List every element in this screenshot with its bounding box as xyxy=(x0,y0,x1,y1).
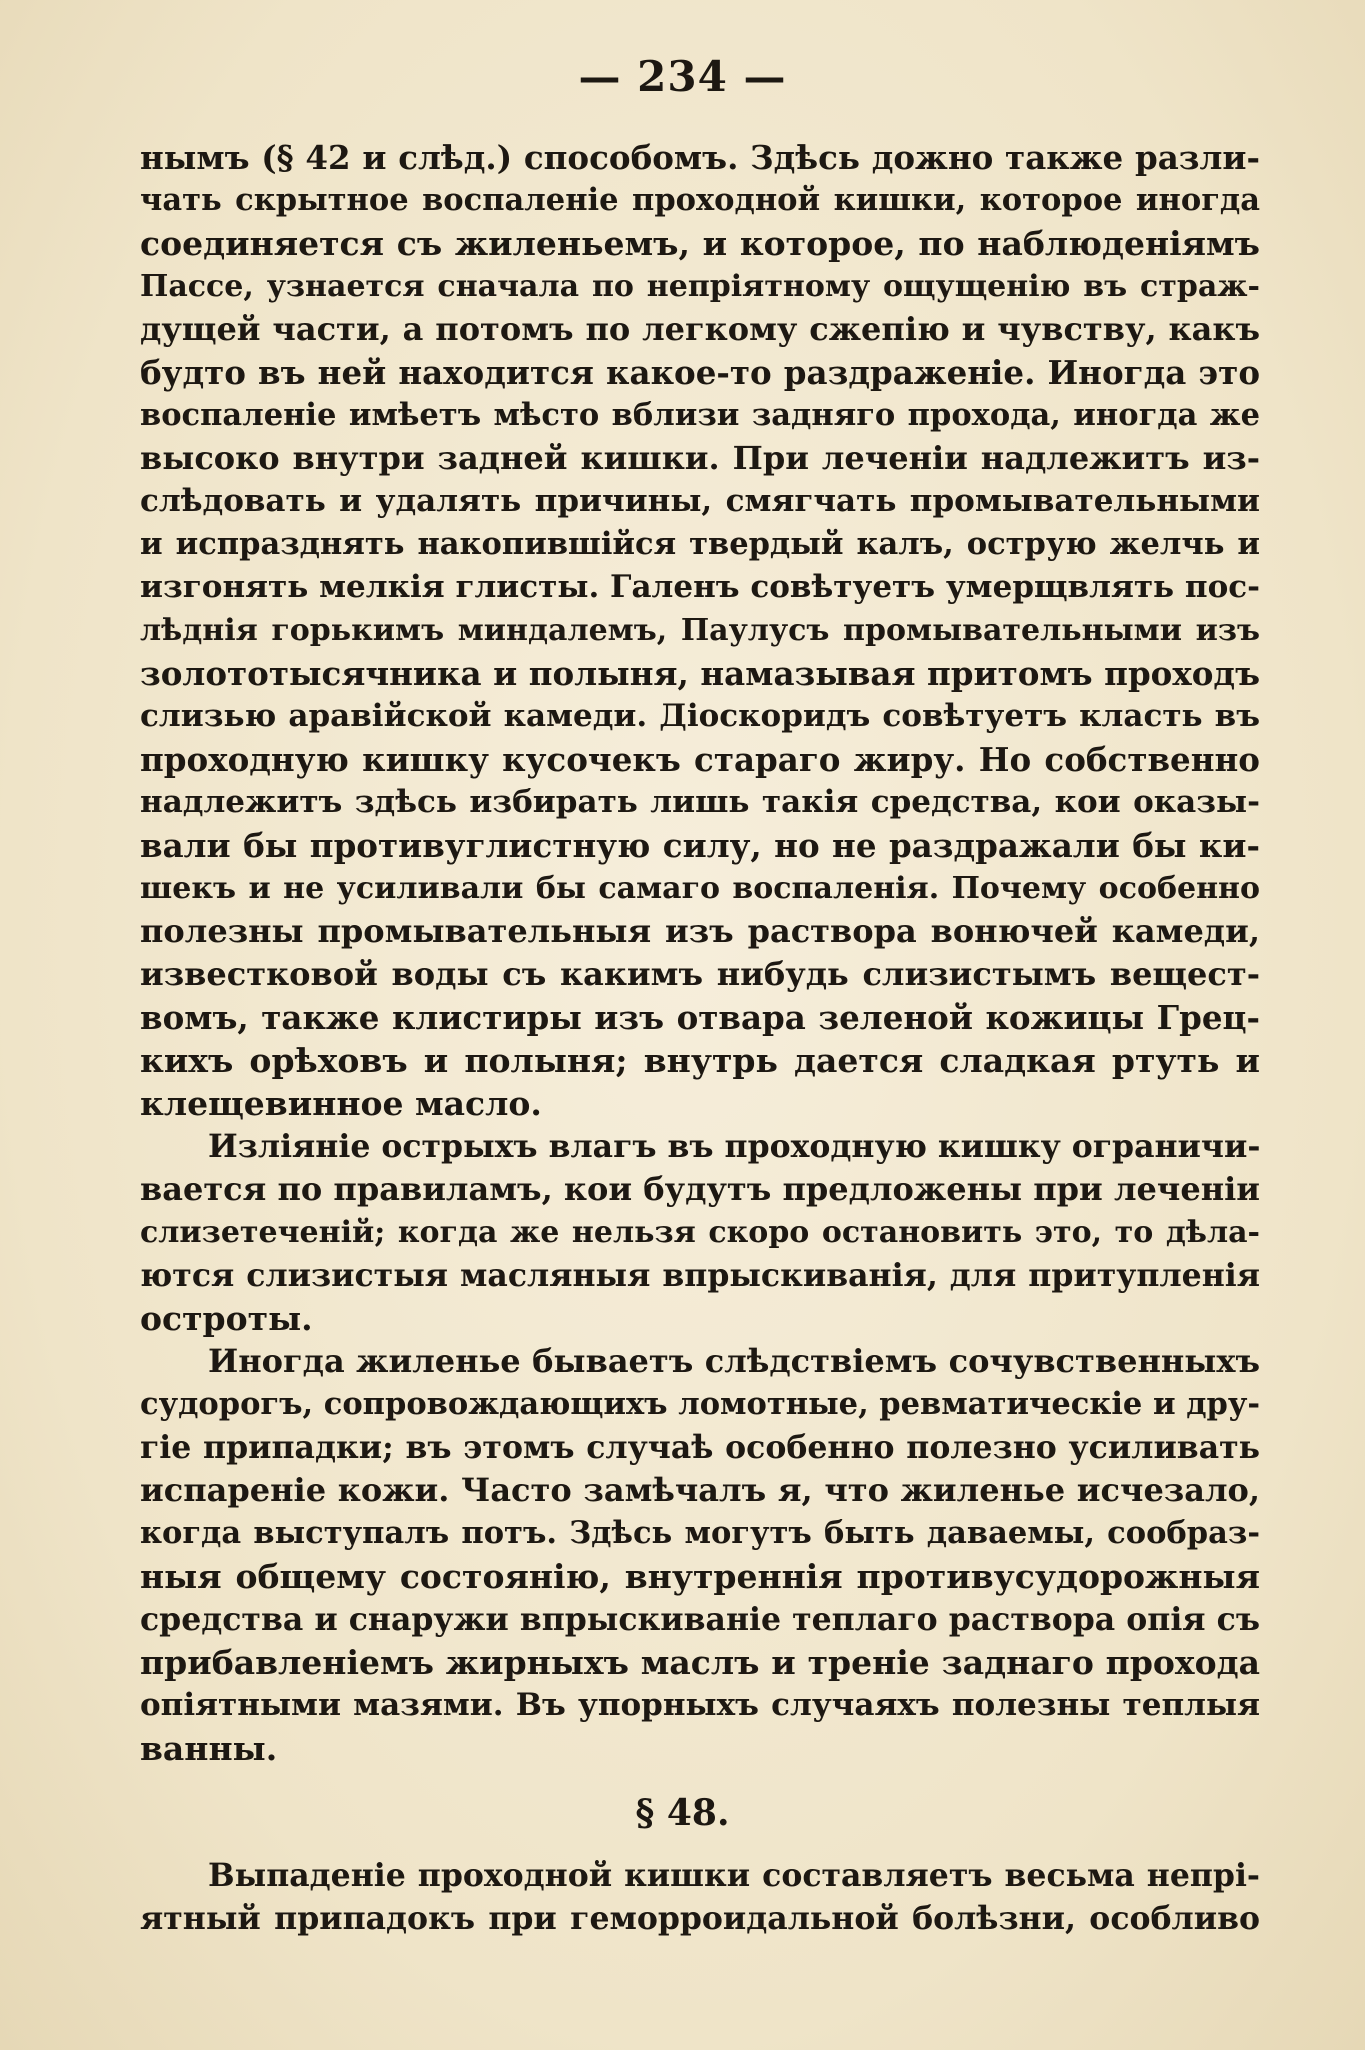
text-line: золототысячника и полыня, намазывая притомъ проходъ xyxy=(140,654,1260,693)
text-line: слизетеченій; когда же нельзя скоро остановить это, то дѣла- xyxy=(140,1215,1260,1250)
text-line: дущей части, а потомъ по легкому сжепію и чувству, какъ xyxy=(140,310,1260,348)
text-line: вали бы противуглистную силу, но не раздражали бы ки- xyxy=(140,826,1260,865)
text-line: шекъ и не усиливали бы самаго воспаленія. Почему особенно xyxy=(140,871,1260,906)
text-line: будто въ ней находится какое-то раздраженіе. Иногда это xyxy=(140,353,1260,392)
text-line: испареніе кожи. Часто замѣчалъ я, что жиленье исчезало, xyxy=(140,1471,1260,1509)
text-line: прибавленіемъ жирныхъ маслъ и треніе заднаго прохода xyxy=(140,1643,1260,1682)
text-line: слизью аравійской камеди. Діоскоридъ совѣтуетъ класть въ xyxy=(140,698,1260,734)
text-line: Пассе, узнается сначала по непріятному ощущенію въ страж- xyxy=(140,269,1260,304)
text-line: изгонять мелкія глисты. Галенъ совѣтуетъ умерщвлять пос- xyxy=(140,569,1260,605)
text-line: слѣдовать и удалять причины, смягчать промывательными xyxy=(140,483,1260,519)
text-line: и испразднять накопившійся твердый калъ, острую желчь и xyxy=(140,526,1260,562)
text-line: остроты. xyxy=(140,1299,313,1338)
text-line: известковой воды съ какимъ нибудь слизистымъ вещест- xyxy=(140,955,1260,993)
page-number: — 234 — xyxy=(578,52,787,101)
text-line: ятный припадокъ при геморроидальной болѣзни, особливо xyxy=(140,1900,1260,1937)
text-line: высоко внутри задней кишки. При леченіи надлежитъ из- xyxy=(140,439,1260,477)
text-line: ванны. xyxy=(140,1729,278,1768)
paragraph-1 xyxy=(140,136,1260,1125)
text-line: судорогъ, сопровождающихъ ломотные, ревматическіе и дру- xyxy=(140,1386,1260,1422)
text-line: чать скрытное воспаленіе проходной кишки, которое иногда xyxy=(140,182,1260,218)
text-line: нымъ (§ 42 и слѣд.) способомъ. Здѣсь дожно также разли- xyxy=(140,138,1260,177)
text-line: гіе припадки; въ этомъ случаѣ особенно полезно усиливать xyxy=(140,1429,1260,1466)
text-line: Иногда жиленье бываетъ слѣдствіемъ сочувственныхъ xyxy=(208,1342,1260,1380)
section-heading: § 48. xyxy=(635,1792,730,1834)
text-line: опіятными мазями. Въ упорныхъ случаяхъ полезны теплыя xyxy=(140,1687,1260,1723)
text-line: воспаленіе имѣетъ мѣсто вблизи задняго прохода, иногда же xyxy=(140,397,1260,433)
text-line: вается по правиламъ, кои будутъ предложены при леченіи xyxy=(140,1170,1260,1208)
text-line: ются слизистыя масляныя впрыскиванія, для притупленія xyxy=(140,1257,1260,1294)
text-line: лѣднія горькимъ миндалемъ, Паулусъ промывательными изъ xyxy=(140,613,1260,648)
text-line: соединяется съ жиленьемъ, и которое, по наблюденіямъ xyxy=(140,224,1260,263)
text-line: средства и снаружи впрыскиваніе теплаго раствора опія съ xyxy=(140,1601,1260,1638)
text-line: полезны промывательныя изъ раствора вонючей камеди, xyxy=(140,912,1260,950)
text-line: Выпаденіе проходной кишки составляетъ весьма непрі- xyxy=(208,1857,1260,1894)
paragraph-4 xyxy=(140,1854,1260,1940)
text-line: клещевинное масло. xyxy=(140,1084,542,1123)
text-line: проходную кишку кусочекъ стараго жиру. Но собственно xyxy=(140,740,1260,779)
text-line: ныя общему состоянію, внутреннія противусудорожныя xyxy=(140,1557,1260,1596)
text-line: когда выступалъ потъ. Здѣсь могутъ быть даваемы, сообраз- xyxy=(140,1515,1260,1551)
text-line: кихъ орѣховъ и полыня; внутрь дается сладкая ртуть и xyxy=(140,1041,1260,1080)
text-line: вомъ, также клистиры изъ отвара зеленой кожицы Грец- xyxy=(140,998,1260,1037)
text-line: Изліяніе острыхъ влагъ въ проходную кишку ограничи- xyxy=(208,1128,1260,1165)
text-line: надлежитъ здѣсь избирать лишь такія средства, кои оказы- xyxy=(140,784,1260,820)
paragraph-3 xyxy=(140,1340,1260,1770)
paragraph-2 xyxy=(140,1125,1260,1340)
